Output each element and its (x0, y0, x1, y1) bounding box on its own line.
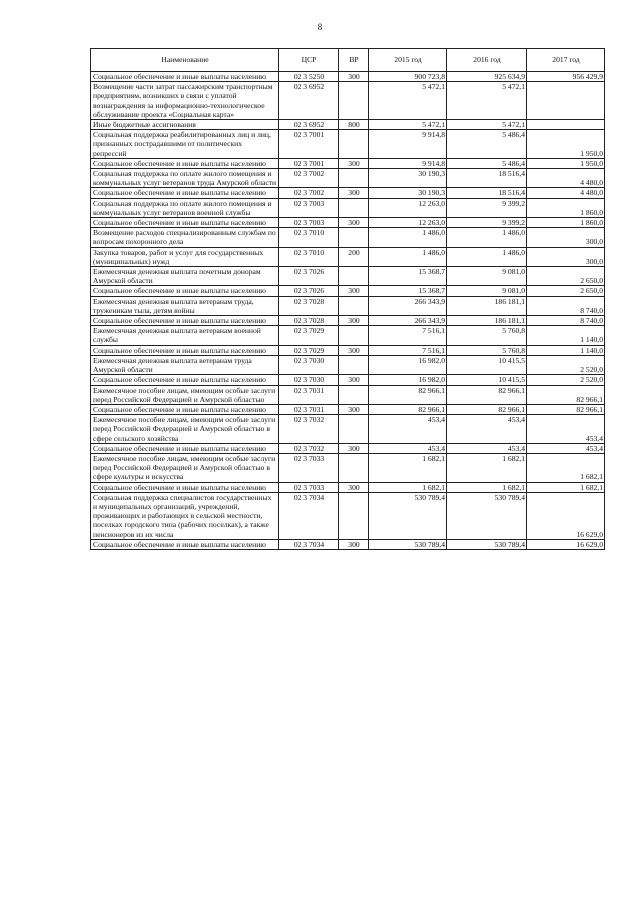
cell-vr: 300 (339, 375, 369, 385)
cell-2016: 82 966,1 (447, 385, 527, 404)
cell-name: Социальное обеспечение и иные выплаты населению (91, 443, 279, 453)
cell-2017: 2 650,0 (527, 267, 605, 286)
cell-2017: 1 682,1 (527, 482, 605, 492)
cell-name: Закупка товаров, работ и услуг для государственных (муниципальных) нужд (91, 247, 279, 266)
cell-2015: 266 343,9 (369, 296, 447, 315)
cell-csr: 02 3 7028 (279, 296, 339, 315)
cell-name: Иные бюджетные ассигнования (91, 120, 279, 130)
cell-vr: 300 (339, 158, 369, 168)
cell-vr (339, 228, 369, 247)
cell-2016: 5 472,1 (447, 120, 527, 130)
cell-2016: 530 789,4 (447, 539, 527, 549)
table-row (91, 375, 605, 385)
table-row (91, 267, 605, 286)
cell-2016: 1 486,0 (447, 247, 527, 266)
cell-vr (339, 198, 369, 217)
cell-2016: 5 760,8 (447, 345, 527, 355)
cell-vr (339, 130, 369, 159)
cell-vr: 300 (339, 72, 369, 82)
cell-2016: 5 760,8 (447, 326, 527, 345)
cell-csr: 02 3 7032 (279, 415, 339, 444)
table-body (91, 72, 605, 550)
header-name: Наименование (91, 49, 279, 72)
cell-csr: 02 3 7003 (279, 218, 339, 228)
cell-csr: 02 3 7001 (279, 130, 339, 159)
cell-2017: 16 629,0 (527, 492, 605, 539)
cell-2017: 4 480,0 (527, 188, 605, 198)
cell-vr: 800 (339, 120, 369, 130)
cell-2016: 1 486,0 (447, 228, 527, 247)
cell-2016: 5 472,1 (447, 82, 527, 120)
cell-2016: 453,4 (447, 415, 527, 444)
cell-2015: 1 682,1 (369, 482, 447, 492)
cell-2017: 8 740,0 (527, 316, 605, 326)
cell-2017: 956 429,9 (527, 72, 605, 82)
cell-vr: 300 (339, 188, 369, 198)
cell-vr: 300 (339, 482, 369, 492)
cell-2015: 16 982,0 (369, 375, 447, 385)
cell-2016: 453,4 (447, 443, 527, 453)
cell-name: Ежемесячная денежная выплата почетным донорам Амурской области (91, 267, 279, 286)
cell-2017: 1 950,0 (527, 158, 605, 168)
cell-2016: 1 682,1 (447, 453, 527, 482)
cell-2017: 82 966,1 (527, 404, 605, 414)
cell-2015: 5 472,1 (369, 120, 447, 130)
table-row (91, 404, 605, 414)
cell-2016: 9 399,2 (447, 218, 527, 228)
cell-2015: 16 982,0 (369, 355, 447, 374)
cell-2015: 900 723,8 (369, 72, 447, 82)
table-row (91, 120, 605, 130)
cell-2017: 2 520,0 (527, 375, 605, 385)
cell-2016: 5 486,4 (447, 130, 527, 159)
cell-2015: 9 914,8 (369, 158, 447, 168)
cell-vr: 300 (339, 286, 369, 296)
cell-2016: 5 486,4 (447, 158, 527, 168)
cell-2015: 5 472,1 (369, 82, 447, 120)
cell-name: Социальное обеспечение и иные выплаты населению (91, 345, 279, 355)
cell-2017: 2 650,0 (527, 286, 605, 296)
page-number: 8 (317, 22, 323, 32)
cell-name: Социальное обеспечение и иные выплаты населению (91, 158, 279, 168)
cell-2016: 10 415,5 (447, 375, 527, 385)
cell-2015: 530 789,4 (369, 492, 447, 539)
cell-name: Ежемесячная денежная выплата ветеранам труда, труженикам тыла, детям войны (91, 296, 279, 315)
cell-2017 (527, 120, 605, 130)
table-row (91, 228, 605, 247)
cell-csr: 02 3 7034 (279, 539, 339, 549)
cell-2016: 9 081,0 (447, 267, 527, 286)
table-row (91, 188, 605, 198)
cell-name: Социальное обеспечение и иные выплаты населению (91, 482, 279, 492)
cell-vr: 200 (339, 247, 369, 266)
cell-csr: 02 3 7033 (279, 482, 339, 492)
cell-2017: 4 480,0 (527, 169, 605, 188)
cell-name: Возмещение расходов специализированным службам по вопросам похоронного дела (91, 228, 279, 247)
table-row (91, 355, 605, 374)
cell-2017: 16 629,0 (527, 539, 605, 549)
cell-2015: 30 190,3 (369, 188, 447, 198)
cell-2017: 1 950,0 (527, 130, 605, 159)
cell-2017: 453,4 (527, 443, 605, 453)
cell-csr: 02 3 7030 (279, 375, 339, 385)
cell-csr: 02 3 5250 (279, 72, 339, 82)
table-row (91, 385, 605, 404)
cell-2015: 82 966,1 (369, 385, 447, 404)
budget-table (90, 48, 605, 550)
cell-2017: 453,4 (527, 415, 605, 444)
cell-2017: 1 140,0 (527, 345, 605, 355)
cell-vr (339, 415, 369, 444)
cell-csr: 02 3 7002 (279, 188, 339, 198)
table-row (91, 345, 605, 355)
cell-csr: 02 3 7029 (279, 345, 339, 355)
cell-vr (339, 82, 369, 120)
header-csr: ЦСР (279, 49, 339, 72)
table-row (91, 326, 605, 345)
cell-2016: 925 634,9 (447, 72, 527, 82)
cell-2017: 8 740,0 (527, 296, 605, 315)
cell-2015: 1 486,0 (369, 228, 447, 247)
cell-name: Социальное обеспечение и иные выплаты населению (91, 72, 279, 82)
table-row (91, 158, 605, 168)
cell-csr: 02 3 7026 (279, 286, 339, 296)
cell-name: Социальное обеспечение и иные выплаты населению (91, 404, 279, 414)
cell-2017: 1 860,0 (527, 218, 605, 228)
cell-2016: 9 399,2 (447, 198, 527, 217)
cell-2017 (527, 82, 605, 120)
table-row (91, 539, 605, 549)
cell-csr: 02 3 7028 (279, 316, 339, 326)
cell-2016: 18 516,4 (447, 188, 527, 198)
cell-2015: 453,4 (369, 443, 447, 453)
cell-2015: 266 343,9 (369, 316, 447, 326)
table-row (91, 72, 605, 82)
cell-2017: 1 860,0 (527, 198, 605, 217)
cell-name: Социальная поддержка по оплате жилого помещения и коммунальных услуг ветеранов труда Амурской области (91, 169, 279, 188)
cell-2015: 30 190,3 (369, 169, 447, 188)
cell-vr (339, 355, 369, 374)
cell-vr: 300 (339, 316, 369, 326)
header-2016: 2016 год (447, 49, 527, 72)
cell-csr: 02 3 7029 (279, 326, 339, 345)
cell-csr: 02 3 6952 (279, 120, 339, 130)
cell-vr (339, 492, 369, 539)
cell-2015: 1 682,1 (369, 453, 447, 482)
cell-vr (339, 267, 369, 286)
table-row (91, 82, 605, 120)
cell-2017: 82 966,1 (527, 385, 605, 404)
table-row (91, 415, 605, 444)
cell-csr: 02 3 7031 (279, 385, 339, 404)
cell-2015: 530 789,4 (369, 539, 447, 549)
table-row (91, 316, 605, 326)
table-row (91, 443, 605, 453)
cell-name: Социальная поддержка реабилитированных лиц и лиц, признанных пострадавшими от политических репрессий (91, 130, 279, 159)
cell-csr: 02 3 7032 (279, 443, 339, 453)
cell-2015: 7 516,1 (369, 345, 447, 355)
cell-2016: 10 415,5 (447, 355, 527, 374)
cell-csr: 02 3 7003 (279, 198, 339, 217)
cell-2017: 1 140,0 (527, 326, 605, 345)
cell-2017: 300,0 (527, 228, 605, 247)
cell-2015: 15 368,7 (369, 267, 447, 286)
cell-name: Социальное обеспечение и иные выплаты населению (91, 286, 279, 296)
cell-vr (339, 385, 369, 404)
cell-vr: 300 (339, 218, 369, 228)
cell-2015: 453,4 (369, 415, 447, 444)
cell-name: Социальное обеспечение и иные выплаты населению (91, 188, 279, 198)
header-2017: 2017 год (527, 49, 605, 72)
cell-2015: 1 486,0 (369, 247, 447, 266)
cell-name: Ежемесячное пособие лицам, имеющим особые заслуги перед Российской Федерацией и Амурской областью (91, 385, 279, 404)
cell-csr: 02 3 7026 (279, 267, 339, 286)
cell-2016: 82 966,1 (447, 404, 527, 414)
cell-2016: 18 516,4 (447, 169, 527, 188)
cell-name: Социальная поддержка по оплате жилого помещения и коммунальных услуг ветеранов военной службы (91, 198, 279, 217)
cell-vr: 300 (339, 404, 369, 414)
cell-2016: 186 181,1 (447, 296, 527, 315)
header-vr: ВР (339, 49, 369, 72)
cell-2015: 9 914,8 (369, 130, 447, 159)
header-2015: 2015 год (369, 49, 447, 72)
cell-vr (339, 453, 369, 482)
cell-csr: 02 3 7030 (279, 355, 339, 374)
cell-vr (339, 296, 369, 315)
cell-vr (339, 169, 369, 188)
cell-vr: 300 (339, 345, 369, 355)
cell-2015: 12 263,0 (369, 218, 447, 228)
table-row (91, 218, 605, 228)
cell-name: Социальное обеспечение и иные выплаты населению (91, 375, 279, 385)
cell-2015: 7 516,1 (369, 326, 447, 345)
cell-name: Социальное обеспечение и иные выплаты населению (91, 218, 279, 228)
cell-name: Ежемесячная денежная выплата ветеранам труда Амурской области (91, 355, 279, 374)
cell-vr: 300 (339, 539, 369, 549)
cell-name: Возмещение части затрат пассажирским транспортным предприятиям, возникших в связи с уплатой вознаграждения за информационно-технологическое обслуживание проекта «Социальная карта» (91, 82, 279, 120)
cell-csr: 02 3 7031 (279, 404, 339, 414)
cell-vr (339, 326, 369, 345)
cell-name: Социальное обеспечение и иные выплаты населению (91, 316, 279, 326)
table-row (91, 130, 605, 159)
cell-name: Социальная поддержка специалистов государственных и муниципальных организаций, учреждений, проживающих и работающих в сельской местности, поселках городского типа (рабочих поселках), а также пенсионеров из их числа (91, 492, 279, 539)
cell-2016: 9 081,0 (447, 286, 527, 296)
cell-csr: 02 3 7034 (279, 492, 339, 539)
table-row (91, 482, 605, 492)
cell-csr: 02 3 7033 (279, 453, 339, 482)
header-row (91, 49, 605, 72)
table-row (91, 286, 605, 296)
cell-2015: 12 263,0 (369, 198, 447, 217)
cell-name: Ежемесячное пособие лицам, имеющим особые заслуги перед Российской Федерацией и Амурской областью в сфере сельского хозяйства (91, 415, 279, 444)
cell-csr: 02 3 7010 (279, 247, 339, 266)
cell-vr: 300 (339, 443, 369, 453)
cell-name: Ежемесячная денежная выплата ветеранам военной службы (91, 326, 279, 345)
table-row (91, 492, 605, 539)
cell-2015: 82 966,1 (369, 404, 447, 414)
cell-name: Ежемесячное пособие лицам, имеющим особые заслуги перед Российской Федерацией и Амурской областью в сфере культуры и искусства (91, 453, 279, 482)
cell-csr: 02 3 6952 (279, 82, 339, 120)
cell-csr: 02 3 7001 (279, 158, 339, 168)
table-row (91, 198, 605, 217)
cell-2016: 530 789,4 (447, 492, 527, 539)
cell-2016: 1 682,1 (447, 482, 527, 492)
table-row (91, 247, 605, 266)
cell-2015: 15 368,7 (369, 286, 447, 296)
cell-2017: 300,0 (527, 247, 605, 266)
table-row (91, 453, 605, 482)
cell-2017: 2 520,0 (527, 355, 605, 374)
cell-name: Социальное обеспечение и иные выплаты населению (91, 539, 279, 549)
cell-csr: 02 3 7010 (279, 228, 339, 247)
table-row (91, 296, 605, 315)
table-row (91, 169, 605, 188)
cell-2017: 1 682,1 (527, 453, 605, 482)
cell-csr: 02 3 7002 (279, 169, 339, 188)
cell-2016: 186 181,1 (447, 316, 527, 326)
